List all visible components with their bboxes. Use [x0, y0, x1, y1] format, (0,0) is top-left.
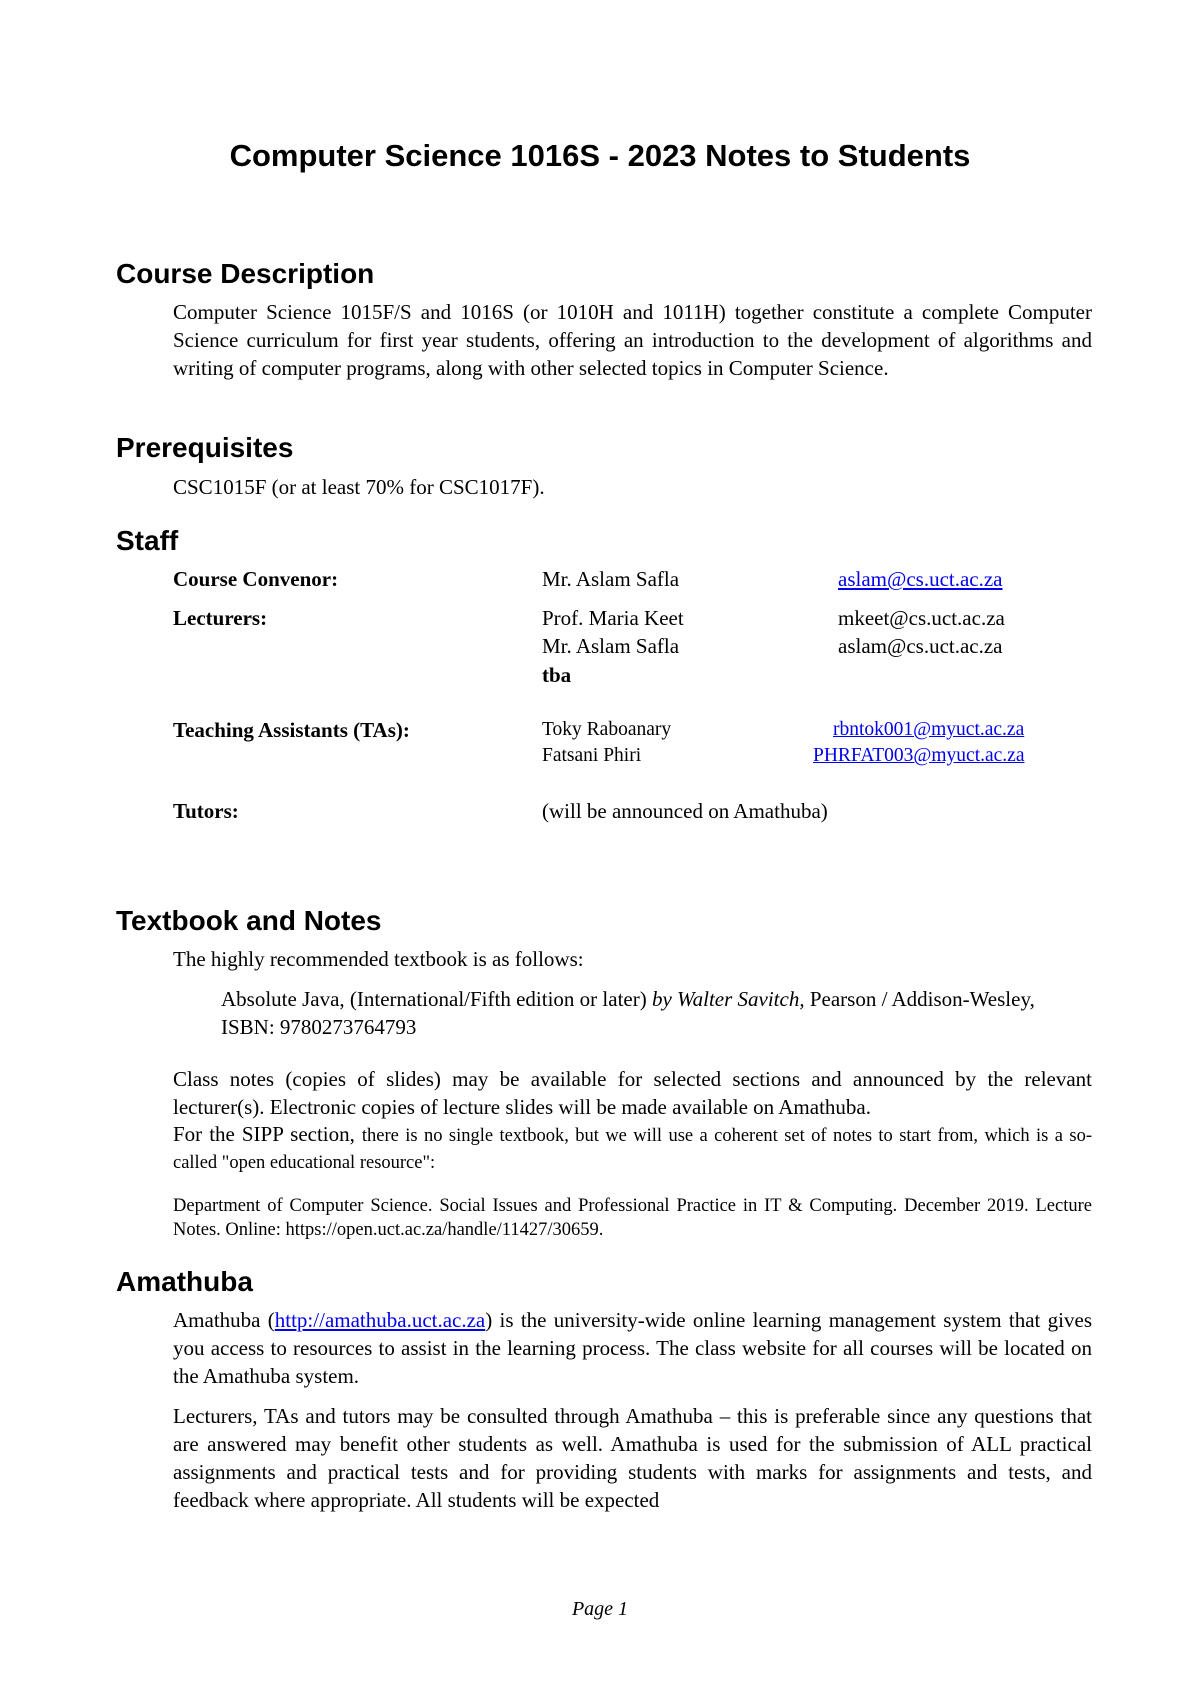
sipp-reference: Department of Computer Science. Social Issues and Professional Practice in IT & Computing. December 2019. Lecture Notes. Online: https://open.uct.ac.za/handle/11427/30659.	[173, 1196, 1092, 1240]
lecturer-name: Mr. Aslam Safla	[542, 634, 680, 658]
amathuba-link[interactable]: http://amathuba.uct.ac.za	[274, 1308, 486, 1332]
class-notes-text: Class notes (copies of slides) may be available for selected sections and announced by the relevant lecturer(s). Electronic copies of lecture slides will be made available on Amathuba.	[173, 1067, 1092, 1119]
page-number: Page 1	[571, 1598, 629, 1620]
lecturer-email: aslam@cs.uct.ac.za	[838, 634, 1003, 658]
amathuba-consultation: Lecturers, TAs and tutors may be consulted through Amathuba – this is preferable since any questions that are answered may benefit other students as well. Amathuba is used for the submission of ALL practical assignments and practical tests and for providing students with marks for assignments and tests, and feedback where appropriate. All students will be expected	[173, 1404, 1092, 1512]
ta-name: Toky Raboanary	[542, 719, 672, 740]
heading-course-description: Course Description	[116, 258, 375, 289]
tutors-label: Tutors:	[173, 799, 239, 823]
amathuba-text-end: ) is the university-wide online learning management system that gives you access to resources to assist in the learning process. The class website for all courses will be located on the Amathuba system.	[173, 1308, 1092, 1388]
convenor-email-link[interactable]: aslam@cs.uct.ac.za	[838, 567, 1003, 591]
lecturer-email: mkeet@cs.uct.ac.za	[838, 606, 1005, 630]
heading-staff: Staff	[116, 525, 179, 556]
sipp-intro: For the SIPP section,	[173, 1122, 355, 1146]
lecturers-label: Lecturers:	[173, 606, 268, 630]
amathuba-intro	[173, 1306, 1092, 1390]
ta-name: Fatsani Phiri	[542, 745, 642, 766]
lecturer-name: tba	[542, 663, 572, 687]
tutors-value: (will be announced on Amathuba)	[542, 799, 828, 823]
book-author: by Walter Savitch,	[651, 987, 805, 1011]
textbook-intro: The highly recommended textbook is as follows:	[173, 947, 584, 971]
ta-email-link[interactable]: rbntok001@myuct.ac.za	[833, 719, 1025, 740]
tas-label: Teaching Assistants (TAs):	[173, 718, 410, 742]
convenor-name: Mr. Aslam Safla	[542, 567, 680, 591]
sipp-notes-text	[173, 1121, 1092, 1175]
book-title: Absolute Java, (International/Fifth edition or later)	[221, 987, 647, 1011]
ta-email-link[interactable]: PHRFAT003@myuct.ac.za	[813, 745, 1025, 766]
lecturer-name: Prof. Maria Keet	[542, 606, 684, 630]
heading-prerequisites: Prerequisites	[116, 432, 294, 463]
course-description-text: Computer Science 1015F/S and 1016S (or 1010H and 1011H) together constitute a complete Computer Science curriculum for first year students, offering an introduction to the development of algorithms and writing of computer programs, along with other selected topics in Computer Science.	[173, 300, 1092, 380]
heading-textbook: Textbook and Notes	[116, 905, 382, 936]
heading-amathuba: Amathuba	[116, 1266, 253, 1297]
convenor-label: Course Convenor:	[173, 567, 339, 591]
page-title: Computer Science 1016S - 2023 Notes to Students	[229, 138, 971, 173]
textbook-reference	[221, 985, 1092, 1041]
amathuba-text-start: Amathuba (	[173, 1308, 275, 1332]
book-publisher: Pearson / Addison-Wesley, ISBN: 9780273764793	[221, 987, 1035, 1039]
sipp-notes-rest: there is no single textbook, but we will use a coherent set of notes to start from, which is a so-called "open educational resource":	[173, 1126, 1093, 1173]
prerequisites-text: CSC1015F (or at least 70% for CSC1017F).	[173, 475, 545, 499]
